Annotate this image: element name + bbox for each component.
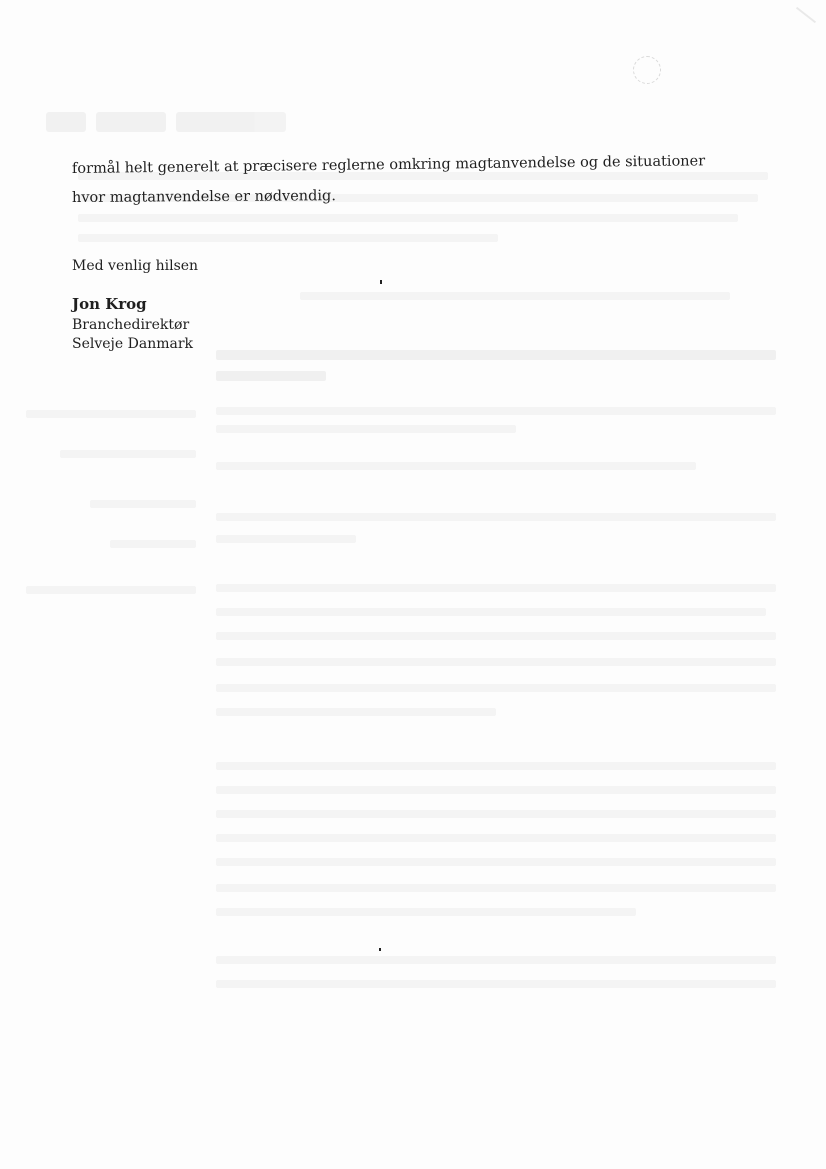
signatory-title: Branchedirektør	[72, 317, 190, 333]
show-through-line	[78, 214, 738, 222]
show-through-line	[216, 632, 776, 640]
show-through-line	[216, 786, 776, 794]
show-through-line	[26, 586, 196, 594]
signatory-name: Jon Krog	[72, 295, 147, 313]
ink-speck	[379, 948, 381, 951]
body-text-line: hvor magtanvendelse er nødvendig.	[71, 188, 336, 206]
show-through-line	[216, 884, 776, 892]
show-through-line	[216, 684, 776, 692]
show-through-line	[216, 513, 776, 521]
show-through-line	[216, 658, 776, 666]
show-through-line	[216, 350, 776, 360]
show-through-line	[216, 708, 496, 716]
show-through-line	[78, 234, 498, 242]
show-through-line	[216, 425, 516, 433]
show-through-line	[90, 500, 196, 508]
closing-greeting: Med venlig hilsen	[72, 258, 199, 274]
ink-speck	[380, 280, 382, 284]
show-through-line	[300, 292, 730, 300]
show-through-line	[60, 450, 196, 458]
show-through-line	[216, 980, 776, 988]
show-through-line	[216, 908, 636, 916]
show-through-line	[216, 762, 776, 770]
corner-crease	[796, 7, 816, 23]
show-through-line	[216, 462, 696, 470]
show-through-line	[216, 834, 776, 842]
show-through-line	[26, 410, 196, 418]
body-text-line: formål helt generelt at præcisere reglerne omkring magtanvendelse og de situationer	[71, 153, 706, 177]
show-through-line	[216, 810, 776, 818]
show-through-line	[216, 858, 776, 866]
signatory-organization: Selveje Danmark	[72, 336, 194, 352]
show-through-line	[216, 407, 776, 415]
show-through-heading	[46, 104, 296, 140]
show-through-line	[216, 371, 326, 381]
show-through-line	[216, 956, 776, 964]
show-through-line	[216, 535, 356, 543]
show-through-line	[110, 540, 196, 548]
show-through-line	[216, 584, 776, 592]
stamp-mark	[633, 56, 661, 84]
show-through-line	[216, 608, 766, 616]
